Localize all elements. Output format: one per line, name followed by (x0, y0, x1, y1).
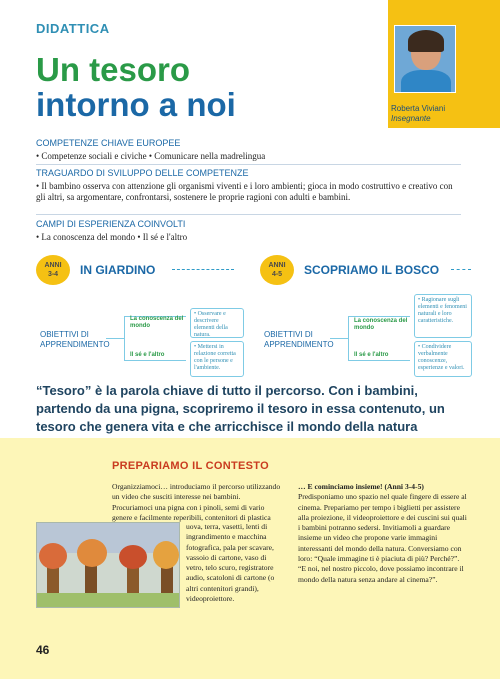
category-cell: Il sé e l'altro (130, 352, 165, 358)
divider (36, 214, 461, 215)
competenze-text: • Competenze sociali e civiche • Comunicare nella madrelingua (36, 151, 266, 161)
author-role: Insegnante (391, 114, 431, 123)
competenze-heading: COMPETENZE CHIAVE EUROPEE (36, 138, 181, 148)
page-number: 46 (36, 643, 50, 657)
campi-text: • La conoscenza del mondo • Il sé e l'altro (36, 232, 188, 242)
description-cell: • Mettersi in relazione corretta con le persone e l'ambiente. (190, 341, 244, 377)
connector-line (124, 360, 186, 361)
group-divider-line (172, 269, 234, 270)
category-cell: Il sé e l'altro (354, 352, 389, 358)
objectives-label: OBIETTIVI DI APPRENDIMENTO (40, 330, 110, 349)
column-2-text: Predisponiamo uno spazio nel quale fingere di essere al cinema. Prepariamo per tempo i biglietti per assistere alla proiezione, il videoproiettore e dei cuscini sui quali i bambini potranno sedersi. Invitiamoli a guardare insieme un video che propone varie immagini interessanti del mondo della natura. Conversiamo con loro: “Quale immagine ti è piaciuta di più? Perché?”. “E noi, nel nostro piccolo, dove possiamo incontrare il mondo della natura senza andare al cinema?”. (298, 492, 467, 584)
anni-badge: ANNI 4-5 (260, 255, 294, 285)
campi-block (36, 219, 461, 243)
column-2 (298, 482, 468, 585)
children-drawing (36, 522, 180, 608)
section-subtitle: PREPARIAMO IL CONTESTO (112, 460, 269, 472)
description-cell: • Osservare e descrivere elementi della natura. (190, 308, 244, 338)
column-1-top: Organizziamoci… introduciamo il percorso utilizzando un video che susciti interesse nei bambini. Procuriamoci una pigna con i pinoli, semi di vario genere e facilmente reperibili, contenitori di plastica (112, 482, 281, 522)
competenze-block (36, 138, 461, 162)
author-photo (394, 25, 456, 93)
connector-line (348, 360, 410, 361)
group-divider-line (451, 269, 471, 270)
title-line-1: Un tesoro (36, 51, 191, 88)
traguardo-heading: TRAGUARDO DI SVILUPPO DELLE COMPETENZE (36, 168, 249, 178)
category-cell: La conoscenza del mondo (130, 316, 184, 329)
group-title: IN GIARDINO (80, 263, 156, 277)
description-cell: • Condividere verbalmente conoscenze, esperienze e valori. (414, 341, 472, 377)
connector-line (348, 316, 410, 317)
divider (36, 164, 461, 165)
connector-line (330, 338, 348, 339)
article-title (36, 52, 236, 122)
column-1-side: uova, terra, vasetti, lenti di ingrandimento e macchina fotografica, pala per scavare, vassoio di cartone, vaso di vetro, telo scuro, registratore audio, scatoloni di cartone (o altri contenitori grandi), videoproiettore. (186, 522, 275, 604)
traguardo-text: • Il bambino osserva con attenzione gli organismi viventi e i loro ambienti; gioca in modo costruttivo e creativo con gli altri, sa argomentare, confrontarsi, sostenere le proprie ragioni con adulti e bambini. (36, 181, 453, 202)
connector-line (348, 316, 349, 360)
description-cell: • Ragionare sugli elementi e fenomeni naturali e loro caratteristiche. (414, 294, 472, 338)
objectives-label: OBIETTIVI DI APPRENDIMENTO (264, 330, 334, 349)
group-title: SCOPRIAMO IL BOSCO (304, 263, 440, 277)
column-2-heading: … E cominciamo insieme! (Anni 3-4-5) (298, 482, 424, 491)
connector-line (106, 338, 124, 339)
title-line-2: intorno a noi (36, 86, 236, 123)
intro-paragraph: “Tesoro” è la parola chiave di tutto il percorso. Con i bambini, partendo da una pigna, scopriremo il tesoro in essa contenuto, un tesoro che genera vita e che arricchisce il mondo della natura (36, 383, 445, 434)
campi-heading: CAMPI DI ESPERIENZA COINVOLTI (36, 219, 186, 229)
connector-line (124, 316, 125, 360)
category-cell: La conoscenza del mondo (354, 318, 408, 331)
author-box (388, 0, 500, 128)
traguardo-block (36, 168, 461, 203)
author-name: Roberta Viviani (391, 104, 446, 113)
section-label: DIDATTICA (36, 21, 110, 36)
anni-badge: ANNI 3-4 (36, 255, 70, 285)
